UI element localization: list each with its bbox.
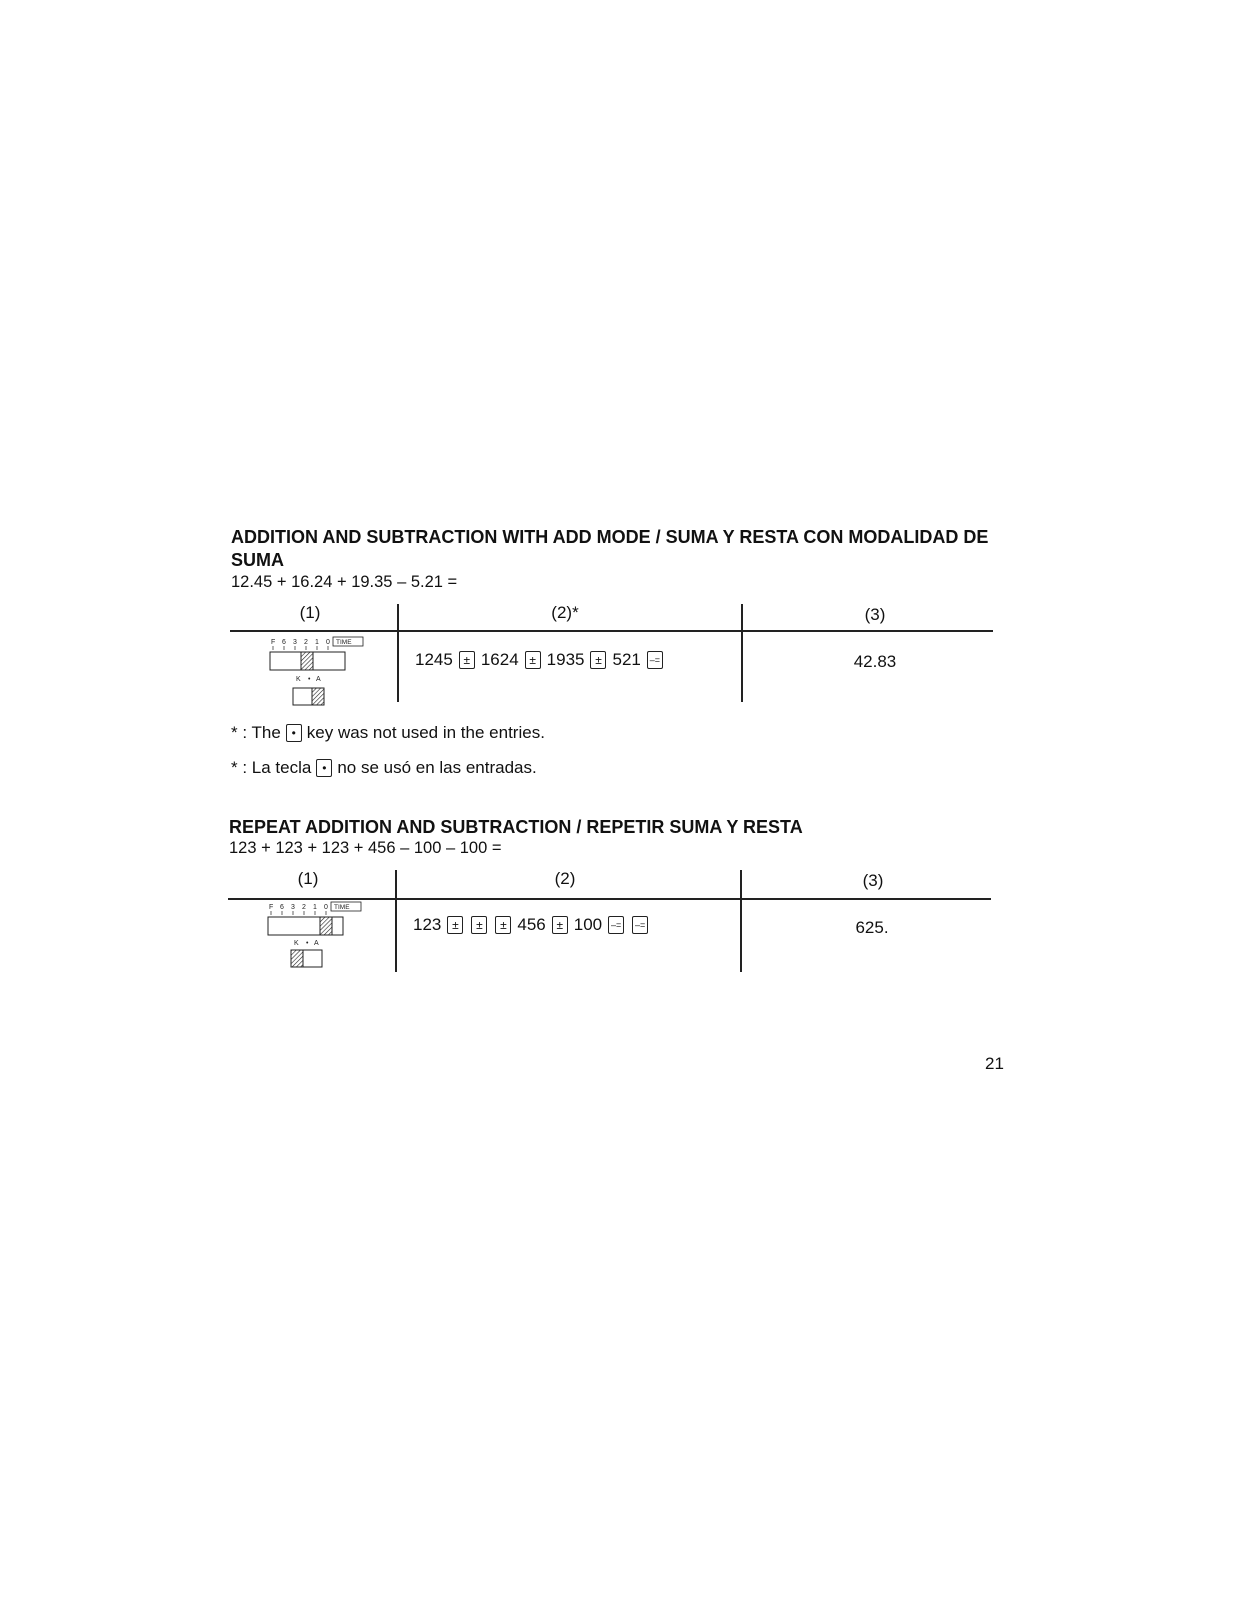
section1-equation: 12.45 + 16.24 + 19.35 – 5.21 = <box>231 573 458 591</box>
switch-label-6: 6 <box>282 639 286 646</box>
note-en-prefix: * : The <box>231 723 281 742</box>
section2-col2-header: (2) <box>554 869 576 888</box>
section2-header-rule <box>228 898 991 900</box>
section2-title: REPEAT ADDITION AND SUBTRACTION / REPETIR SUMA Y RESTA <box>229 817 803 837</box>
page-number: 21 <box>985 1054 1004 1073</box>
section1-title: ADDITION AND SUBTRACTION WITH ADD MODE / SUMA Y RESTA CON MODALIDAD DE SUMA <box>231 527 989 570</box>
switch-label-k: K <box>296 676 301 683</box>
section1-key-entry <box>415 650 665 670</box>
switch-label-3: 3 <box>293 639 297 646</box>
section1-header-rule <box>230 630 993 632</box>
decimal-point-key-icon: • <box>316 759 332 777</box>
switch-label-dot: • <box>308 676 311 683</box>
entry-number: 1245 <box>415 650 453 669</box>
section2-divider-2 <box>740 870 742 972</box>
switch-label-0: 0 <box>326 639 330 646</box>
plus-minus-key-icon: ± <box>459 651 475 669</box>
entry-number: 123 <box>413 915 442 934</box>
section1-col1-header: (1) <box>299 603 321 622</box>
section2-col3-header: (3) <box>862 871 884 890</box>
section1-note-en <box>231 723 545 743</box>
decimal-point-key-icon: • <box>286 724 302 742</box>
note-es-prefix: * : La tecla <box>231 758 312 777</box>
switch-label-f: F <box>271 639 276 646</box>
minus-equals-key-icon: –= <box>647 651 663 669</box>
switch-label-2: 2 <box>302 904 306 911</box>
plus-minus-key-icon: ± <box>552 916 568 934</box>
switch-label-dot: • <box>306 940 309 947</box>
switch-label-3: 3 <box>291 904 295 911</box>
minus-equals-key-icon: –= <box>632 916 648 934</box>
minus-equals-key-icon: –= <box>608 916 624 934</box>
section1-note-es <box>231 758 537 778</box>
entry-number: 1935 <box>546 650 585 669</box>
note-en-suffix: key was not used in the entries. <box>306 723 545 742</box>
entry-number: 521 <box>612 650 641 669</box>
switch-label-0: 0 <box>324 904 328 911</box>
switch-label-time: TIME <box>334 904 350 911</box>
entry-number: 100 <box>573 915 603 934</box>
plus-minus-key-icon: ± <box>471 916 487 934</box>
switch-label-6: 6 <box>280 904 284 911</box>
section1-divider-1 <box>397 604 399 702</box>
switch-label-1: 1 <box>315 639 319 646</box>
section2-result: 625. <box>855 918 889 937</box>
switch-label-1: 1 <box>313 904 317 911</box>
note-es-suffix: no se usó en las entradas. <box>337 758 537 777</box>
section2-key-entry <box>413 915 650 935</box>
plus-minus-key-icon: ± <box>495 916 511 934</box>
section1-col3-header: (3) <box>864 605 886 624</box>
section1-switch-diagram <box>262 636 372 708</box>
section1-col2-header: (2)* <box>551 603 579 622</box>
switch-label-a: A <box>314 940 319 947</box>
entry-number: 456 <box>517 915 546 934</box>
switch-label-k: K <box>294 940 299 947</box>
switch-label-a: A <box>316 676 321 683</box>
section2-equation: 123 + 123 + 123 + 456 – 100 – 100 = <box>229 839 502 857</box>
section1-result: 42.83 <box>853 652 897 671</box>
section1-divider-2 <box>741 604 743 702</box>
plus-minus-key-icon: ± <box>447 916 463 934</box>
switch-label-time: TIME <box>336 639 352 646</box>
switch-label-f: F <box>269 904 274 911</box>
entry-number: 1624 <box>480 650 519 669</box>
plus-minus-key-icon: ± <box>525 651 541 669</box>
section2-switch-diagram <box>260 901 370 971</box>
section2-divider-1 <box>395 870 397 972</box>
switch-label-2: 2 <box>304 639 308 646</box>
plus-minus-key-icon: ± <box>590 651 606 669</box>
section2-col1-header: (1) <box>297 869 319 888</box>
